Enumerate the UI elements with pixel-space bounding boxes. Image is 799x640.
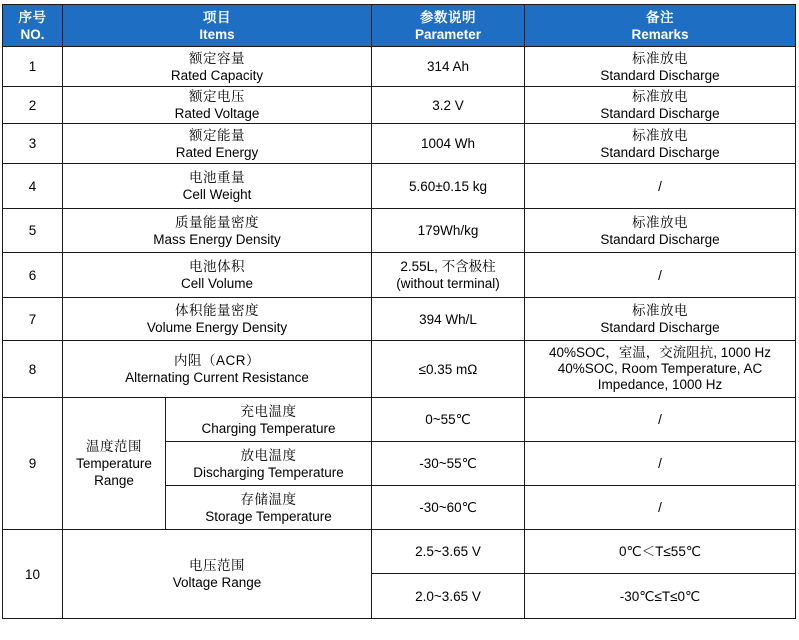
table-row (3, 209, 796, 253)
row-parameter: 2.0~3.65 V (372, 574, 525, 619)
table-row (3, 341, 796, 398)
table-row (3, 164, 796, 209)
header-parameter: 参数说明 Parameter (372, 5, 525, 47)
header-items: 项目 Items (63, 5, 372, 47)
row-item: 电压范围 Voltage Range (63, 530, 372, 619)
header-no: 序号 NO. (3, 5, 63, 47)
table-row (3, 398, 796, 442)
row-subitem: 存储温度 Storage Temperature (166, 486, 372, 530)
row-remark: / (525, 442, 796, 486)
row-parameter: 5.60±0.15 kg (372, 164, 525, 209)
row-item: 电池体积 Cell Volume (63, 253, 372, 298)
row-item: 额定电压 Rated Voltage (63, 87, 372, 124)
row-parameter: -30~60℃ (372, 486, 525, 530)
row-parameter: 3.2 V (372, 87, 525, 124)
row-item: 质量能量密度 Mass Energy Density (63, 209, 372, 253)
row-parameter: 2.5~3.65 V (372, 530, 525, 574)
row-no: 4 (3, 164, 63, 209)
row-remark: / (525, 253, 796, 298)
row-remark: 标准放电 Standard Discharge (525, 209, 796, 253)
row-subitem: 放电温度 Discharging Temperature (166, 442, 372, 486)
row-parameter: 179Wh/kg (372, 209, 525, 253)
row-no: 3 (3, 124, 63, 164)
row-no: 1 (3, 47, 63, 87)
row-no: 2 (3, 87, 63, 124)
row-no: 9 (3, 398, 63, 530)
row-parameter: 394 Wh/L (372, 298, 525, 341)
row-remark: 标准放电 Standard Discharge (525, 298, 796, 341)
spec-table (2, 4, 796, 619)
table-row (3, 253, 796, 298)
row-item: 额定能量 Rated Energy (63, 124, 372, 164)
row-item: 体积能量密度 Volume Energy Density (63, 298, 372, 341)
row-subitem: 充电温度 Charging Temperature (166, 398, 372, 442)
table-row (3, 124, 796, 164)
row-remark: 标准放电 Standard Discharge (525, 47, 796, 87)
table-row (3, 47, 796, 87)
row-remark: / (525, 486, 796, 530)
row-parameter: -30~55℃ (372, 442, 525, 486)
row-no: 7 (3, 298, 63, 341)
row-remark: 标准放电 Standard Discharge (525, 87, 796, 124)
temperature-group: 温度范围 Temperature Range (63, 398, 166, 530)
row-no: 8 (3, 341, 63, 398)
row-parameter: 2.55L, 不含极柱 (without terminal) (372, 253, 525, 298)
header-remarks: 备注 Remarks (525, 5, 796, 47)
row-remark: / (525, 164, 796, 209)
row-parameter: ≤0.35 mΩ (372, 341, 525, 398)
row-parameter: 0~55℃ (372, 398, 525, 442)
row-no: 10 (3, 530, 63, 619)
row-item: 电池重量 Cell Weight (63, 164, 372, 209)
row-item: 额定容量 Rated Capacity (63, 47, 372, 87)
table-row (3, 87, 796, 124)
row-remark: 标准放电 Standard Discharge (525, 124, 796, 164)
table-row (3, 298, 796, 341)
row-remark: -30℃≤T≤0℃ (525, 574, 796, 619)
row-remark: / (525, 398, 796, 442)
row-no: 5 (3, 209, 63, 253)
row-remark: 0℃＜T≤55℃ (525, 530, 796, 574)
table-row (3, 530, 796, 574)
row-item: 内阻（ACR） Alternating Current Resistance (63, 341, 372, 398)
header-row (3, 5, 796, 47)
row-parameter: 1004 Wh (372, 124, 525, 164)
row-parameter: 314 Ah (372, 47, 525, 87)
row-no: 6 (3, 253, 63, 298)
row-remark: 40%SOC，室温，交流阻抗, 1000 Hz 40%SOC, Room Temperature, AC Impedance, 1000 Hz (525, 341, 796, 398)
